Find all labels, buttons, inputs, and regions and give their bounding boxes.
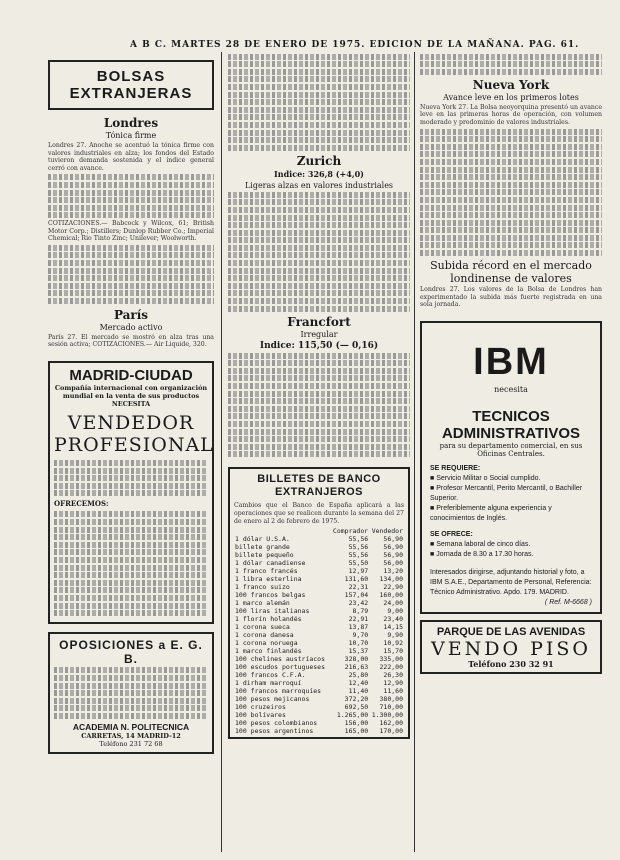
column-header: Vendedor bbox=[371, 527, 403, 536]
sell-rate: 13,20 bbox=[383, 567, 403, 576]
sell-rate: 56,90 bbox=[383, 551, 403, 560]
madrid-ciudad-ad bbox=[48, 361, 214, 624]
buy-rate: 12,40 bbox=[348, 679, 369, 688]
parque-title: PARQUE DE LAS AVENIDAS bbox=[436, 625, 586, 638]
buy-rate: 1.265,00 bbox=[336, 711, 369, 720]
buy-rate: 11,40 bbox=[348, 687, 369, 696]
currency-name: billete pequeño bbox=[235, 551, 294, 560]
buy-rate: 25,80 bbox=[348, 671, 369, 680]
currency-name: 1 franco suizo bbox=[235, 583, 290, 592]
sell-rate: 335,00 bbox=[379, 655, 403, 664]
buy-rate: 15,37 bbox=[348, 647, 369, 656]
buy-rate: 55,56 bbox=[348, 535, 369, 544]
ad-title: MADRID-CIUDAD bbox=[69, 367, 193, 385]
ad-subtitle: Compañía internacional con organización mundial en la venta de sus productos NECESITA bbox=[54, 384, 208, 409]
vendo-piso: VENDO PISO bbox=[431, 637, 591, 660]
sell-rate: 170,00 bbox=[379, 727, 403, 736]
table-row bbox=[234, 679, 404, 687]
requiere-label: SE REQUIERE: bbox=[430, 464, 481, 472]
req-item: ■ Servicio Militar o Social cumplido. bbox=[430, 474, 541, 482]
column-rule bbox=[414, 52, 415, 852]
text-block bbox=[54, 511, 208, 616]
buy-rate: 55,56 bbox=[348, 543, 369, 552]
table-row bbox=[234, 599, 404, 607]
ibm-ad bbox=[420, 321, 602, 614]
buy-rate: 156,00 bbox=[344, 719, 369, 728]
buy-rate: 157,04 bbox=[344, 591, 369, 600]
off-item: ■ Jornada de 8.30 a 17.30 horas. bbox=[430, 550, 534, 558]
ad-title: OPOSICIONES a E. G. B. bbox=[59, 637, 203, 666]
table-row bbox=[234, 535, 404, 543]
buy-rate: 216,63 bbox=[344, 663, 369, 672]
currency-name: 100 pesos colombianos bbox=[235, 719, 318, 728]
currency-name: 100 liras italianas bbox=[235, 607, 310, 616]
table-row bbox=[234, 551, 404, 559]
currency-name: 100 cruzeiros bbox=[235, 703, 286, 712]
column-left bbox=[48, 60, 214, 850]
table-row bbox=[234, 703, 404, 711]
london-heading: Londres bbox=[103, 116, 159, 130]
buy-rate: 165,00 bbox=[344, 727, 369, 736]
text-block bbox=[228, 192, 410, 312]
table-row bbox=[234, 615, 404, 623]
off-item: ■ Semana laboral de cinco días. bbox=[430, 540, 531, 548]
currency-name: 100 francos belgas bbox=[235, 591, 306, 600]
sell-rate: 23,40 bbox=[383, 615, 403, 624]
frankfurt-index: Indice: 115,50 (— 0,16) bbox=[259, 340, 379, 351]
ad-reference: ( Ref. M-6668 ) bbox=[544, 598, 592, 606]
text-block bbox=[48, 174, 214, 218]
parque-ad bbox=[420, 620, 602, 674]
currency-name: 1 florín holandés bbox=[235, 615, 302, 624]
sell-rate: 56,90 bbox=[383, 535, 403, 544]
parque-phone: Teléfono 230 32 91 bbox=[468, 658, 554, 669]
text-block bbox=[48, 245, 214, 304]
sell-rate: 24,00 bbox=[383, 599, 403, 608]
ibm-logo: IBM bbox=[473, 340, 549, 383]
buy-rate: 131,60 bbox=[344, 575, 369, 584]
table-row bbox=[234, 671, 404, 679]
sell-rate: 1.300,00 bbox=[371, 711, 403, 720]
contact-text: Interesados dirigirse, adjuntando historial y foto, a IBM S.A.E., Departamento de Personal, Referencia: Técnico Administrativo. Apdo. 179. MADRID. bbox=[430, 568, 592, 596]
sell-rate: 222,00 bbox=[379, 663, 403, 672]
billetes-box bbox=[228, 467, 410, 739]
buy-rate: 55,50 bbox=[348, 559, 369, 568]
currency-name: 100 bolívares bbox=[235, 711, 286, 720]
text-block bbox=[228, 353, 410, 458]
sell-rate: 22,90 bbox=[383, 583, 403, 592]
currency-name: 100 pesos argentinos bbox=[235, 727, 314, 736]
zurich-heading: Zurich bbox=[296, 153, 342, 168]
currency-name: 100 francos marroquíes bbox=[235, 687, 322, 696]
currency-name: 1 dólar U.S.A. bbox=[235, 535, 290, 544]
text-block bbox=[228, 54, 410, 151]
sell-rate: 710,00 bbox=[379, 703, 403, 712]
vendedor-heading: VENDEDOR PROFESIONAL bbox=[54, 412, 214, 457]
buy-rate: 55,56 bbox=[348, 551, 369, 560]
buy-rate: 8,79 bbox=[352, 607, 369, 616]
table-row bbox=[234, 711, 404, 719]
london-text: Londres 27. Anoche se acentuó la tónica firme con valores industriales en alza; los fondos del Estado tuvieron demanda sostenida y el índice general cerró con avance. bbox=[48, 142, 214, 172]
sell-rate: 12,90 bbox=[383, 679, 403, 688]
text-block bbox=[54, 460, 208, 496]
table-row bbox=[234, 639, 404, 647]
sell-rate: 14,15 bbox=[383, 623, 403, 632]
billetes-title: BILLETES DE BANCO EXTRANJEROS bbox=[257, 473, 381, 499]
tecnicos-heading: TECNICOS ADMINISTRATIVOS bbox=[441, 407, 581, 442]
text-block bbox=[54, 667, 208, 719]
london-subheading: Tónica firme bbox=[105, 131, 157, 140]
column-header: Comprador bbox=[332, 527, 369, 536]
buy-rate: 23,42 bbox=[348, 599, 369, 608]
table-row bbox=[234, 719, 404, 727]
billetes-table bbox=[234, 527, 404, 735]
buy-rate: 9,70 bbox=[352, 631, 369, 640]
table-row bbox=[234, 655, 404, 663]
table-row bbox=[234, 687, 404, 695]
req-item: ■ Preferiblemente alguna experiencia y conocimientos de Inglés. bbox=[430, 504, 552, 522]
paris-heading: París bbox=[113, 307, 149, 322]
req-item: ■ Profesor Mercantil, Perito Mercantil, o Bachiller Superior. bbox=[430, 484, 583, 502]
buy-rate: 13,87 bbox=[348, 623, 369, 632]
table-row bbox=[234, 727, 404, 735]
buy-rate: 12,97 bbox=[348, 567, 369, 576]
paris-text: París 27. El mercado se mostró en alza tras una sesión activa; COTIZACIONES.— Air Liquide, 320. bbox=[48, 333, 214, 349]
currency-name: 1 corona danesa bbox=[235, 631, 294, 640]
currency-name: 1 dólar canadiense bbox=[235, 559, 306, 568]
currency-name: 1 marco finlandés bbox=[235, 647, 302, 656]
table-row bbox=[234, 647, 404, 655]
academia-address: CARRETAS, 14 MADRID-12 bbox=[81, 731, 181, 740]
table-row bbox=[234, 631, 404, 639]
table-row bbox=[234, 583, 404, 591]
frankfurt-subheading: Irregular bbox=[300, 329, 338, 339]
ofrecemos-label: OFRECEMOS: bbox=[54, 499, 109, 509]
currency-name: 100 francos C.F.A. bbox=[235, 671, 306, 680]
record-heading: Subida récord en el mercado londinense de valores bbox=[430, 259, 592, 286]
buy-rate: 372,20 bbox=[344, 695, 369, 704]
column-middle bbox=[228, 52, 410, 852]
academia-phone: Teléfono 231 72 68 bbox=[99, 739, 163, 748]
sell-rate: 162,00 bbox=[379, 719, 403, 728]
currency-name: 1 franco francés bbox=[235, 567, 298, 576]
table-row bbox=[234, 591, 404, 599]
sell-rate: 9,90 bbox=[387, 631, 403, 640]
sell-rate: 56,00 bbox=[383, 559, 403, 568]
currency-name: 1 corona noruega bbox=[235, 639, 298, 648]
table-row bbox=[234, 559, 404, 567]
buy-rate: 10,70 bbox=[348, 639, 369, 648]
sell-rate: 11,60 bbox=[383, 687, 403, 696]
sell-rate: 15,70 bbox=[383, 647, 403, 656]
currency-name: 1 marco alemán bbox=[235, 599, 290, 608]
ny-heading: Nueva York bbox=[472, 77, 550, 92]
ofrece-label: SE OFRECE: bbox=[430, 530, 473, 538]
sell-rate: 380,00 bbox=[379, 695, 403, 704]
currency-name: 100 escudos portugueses bbox=[235, 663, 326, 672]
table-row bbox=[234, 575, 404, 583]
table-row bbox=[234, 607, 404, 615]
paris-subheading: Mercado activo bbox=[99, 322, 163, 332]
currency-name: 1 libra esterlina bbox=[235, 575, 302, 584]
sell-rate: 56,90 bbox=[383, 543, 403, 552]
table-row bbox=[234, 567, 404, 575]
ny-text: Nueva York 27. La Bolsa neoyorquina presentó un avance leve en las primeras horas de operación, con volumen moderado y predominio de valores industriales. bbox=[420, 103, 602, 126]
table-row bbox=[234, 663, 404, 671]
sell-rate: 10,92 bbox=[383, 639, 403, 648]
table-row bbox=[234, 695, 404, 703]
buy-rate: 692,50 bbox=[344, 703, 369, 712]
buy-rate: 328,00 bbox=[344, 655, 369, 664]
london-quotes: COTIZACIONES.— Babcock y Wilcox, 61; British Motor Corp.; Distillers; Dunlop Rubber Co.; Imperial Chemical; Rio Tinto Zinc; Unilever; Woolworth. bbox=[48, 219, 214, 243]
necesita-text: necesita bbox=[494, 384, 528, 394]
oposiciones-ad bbox=[48, 632, 214, 754]
sell-rate: 134,00 bbox=[379, 575, 403, 584]
tecnicos-subtitle: para su departamento comercial, en sus Oficinas Centrales. bbox=[439, 441, 583, 458]
column-right bbox=[420, 52, 602, 852]
sell-rate: 160,00 bbox=[379, 591, 403, 600]
sell-rate: 9,00 bbox=[387, 607, 403, 616]
masthead: A B C. MARTES 28 DE ENERO DE 1975. EDICION DE LA MAÑANA. PAG. 61. bbox=[130, 40, 580, 50]
record-text: Londres 27. Los valores de la Bolsa de Londres han experimentado la subida más fuerte registrada en una sola jornada. bbox=[420, 286, 602, 309]
currency-name: 100 chelines austríacos bbox=[235, 655, 326, 664]
table-header bbox=[234, 527, 404, 535]
sell-rate: 26,30 bbox=[383, 671, 403, 680]
ny-subheading: Avance leve en los primeros lotes bbox=[443, 92, 579, 102]
currency-name: billete grande bbox=[235, 543, 290, 552]
currency-name: 100 pesos mejicanos bbox=[235, 695, 310, 704]
column-rule bbox=[221, 52, 222, 852]
academia-name: ACADEMIA N. POLITECNICA bbox=[72, 721, 190, 732]
text-block bbox=[420, 54, 602, 75]
text-block bbox=[420, 129, 602, 257]
table-row bbox=[234, 623, 404, 631]
billetes-text: Cambios que el Banco de España aplicará a las operaciones que se realicen durante la semana del 27 de enero al 2 de febrero de 1975. bbox=[234, 502, 404, 525]
buy-rate: 22,31 bbox=[348, 583, 369, 592]
currency-name: 1 dirham marroquí bbox=[235, 679, 302, 688]
section-title: BOLSAS EXTRANJERAS bbox=[48, 60, 214, 110]
zurich-index: Indice: 326,8 (+4,0) bbox=[274, 168, 364, 179]
frankfurt-heading: Francfort bbox=[287, 314, 351, 329]
zurich-subheading: Ligeras alzas en valores industriales bbox=[244, 180, 394, 190]
currency-name: 1 corona sueca bbox=[235, 623, 290, 632]
table-row bbox=[234, 543, 404, 551]
buy-rate: 22,91 bbox=[348, 615, 369, 624]
